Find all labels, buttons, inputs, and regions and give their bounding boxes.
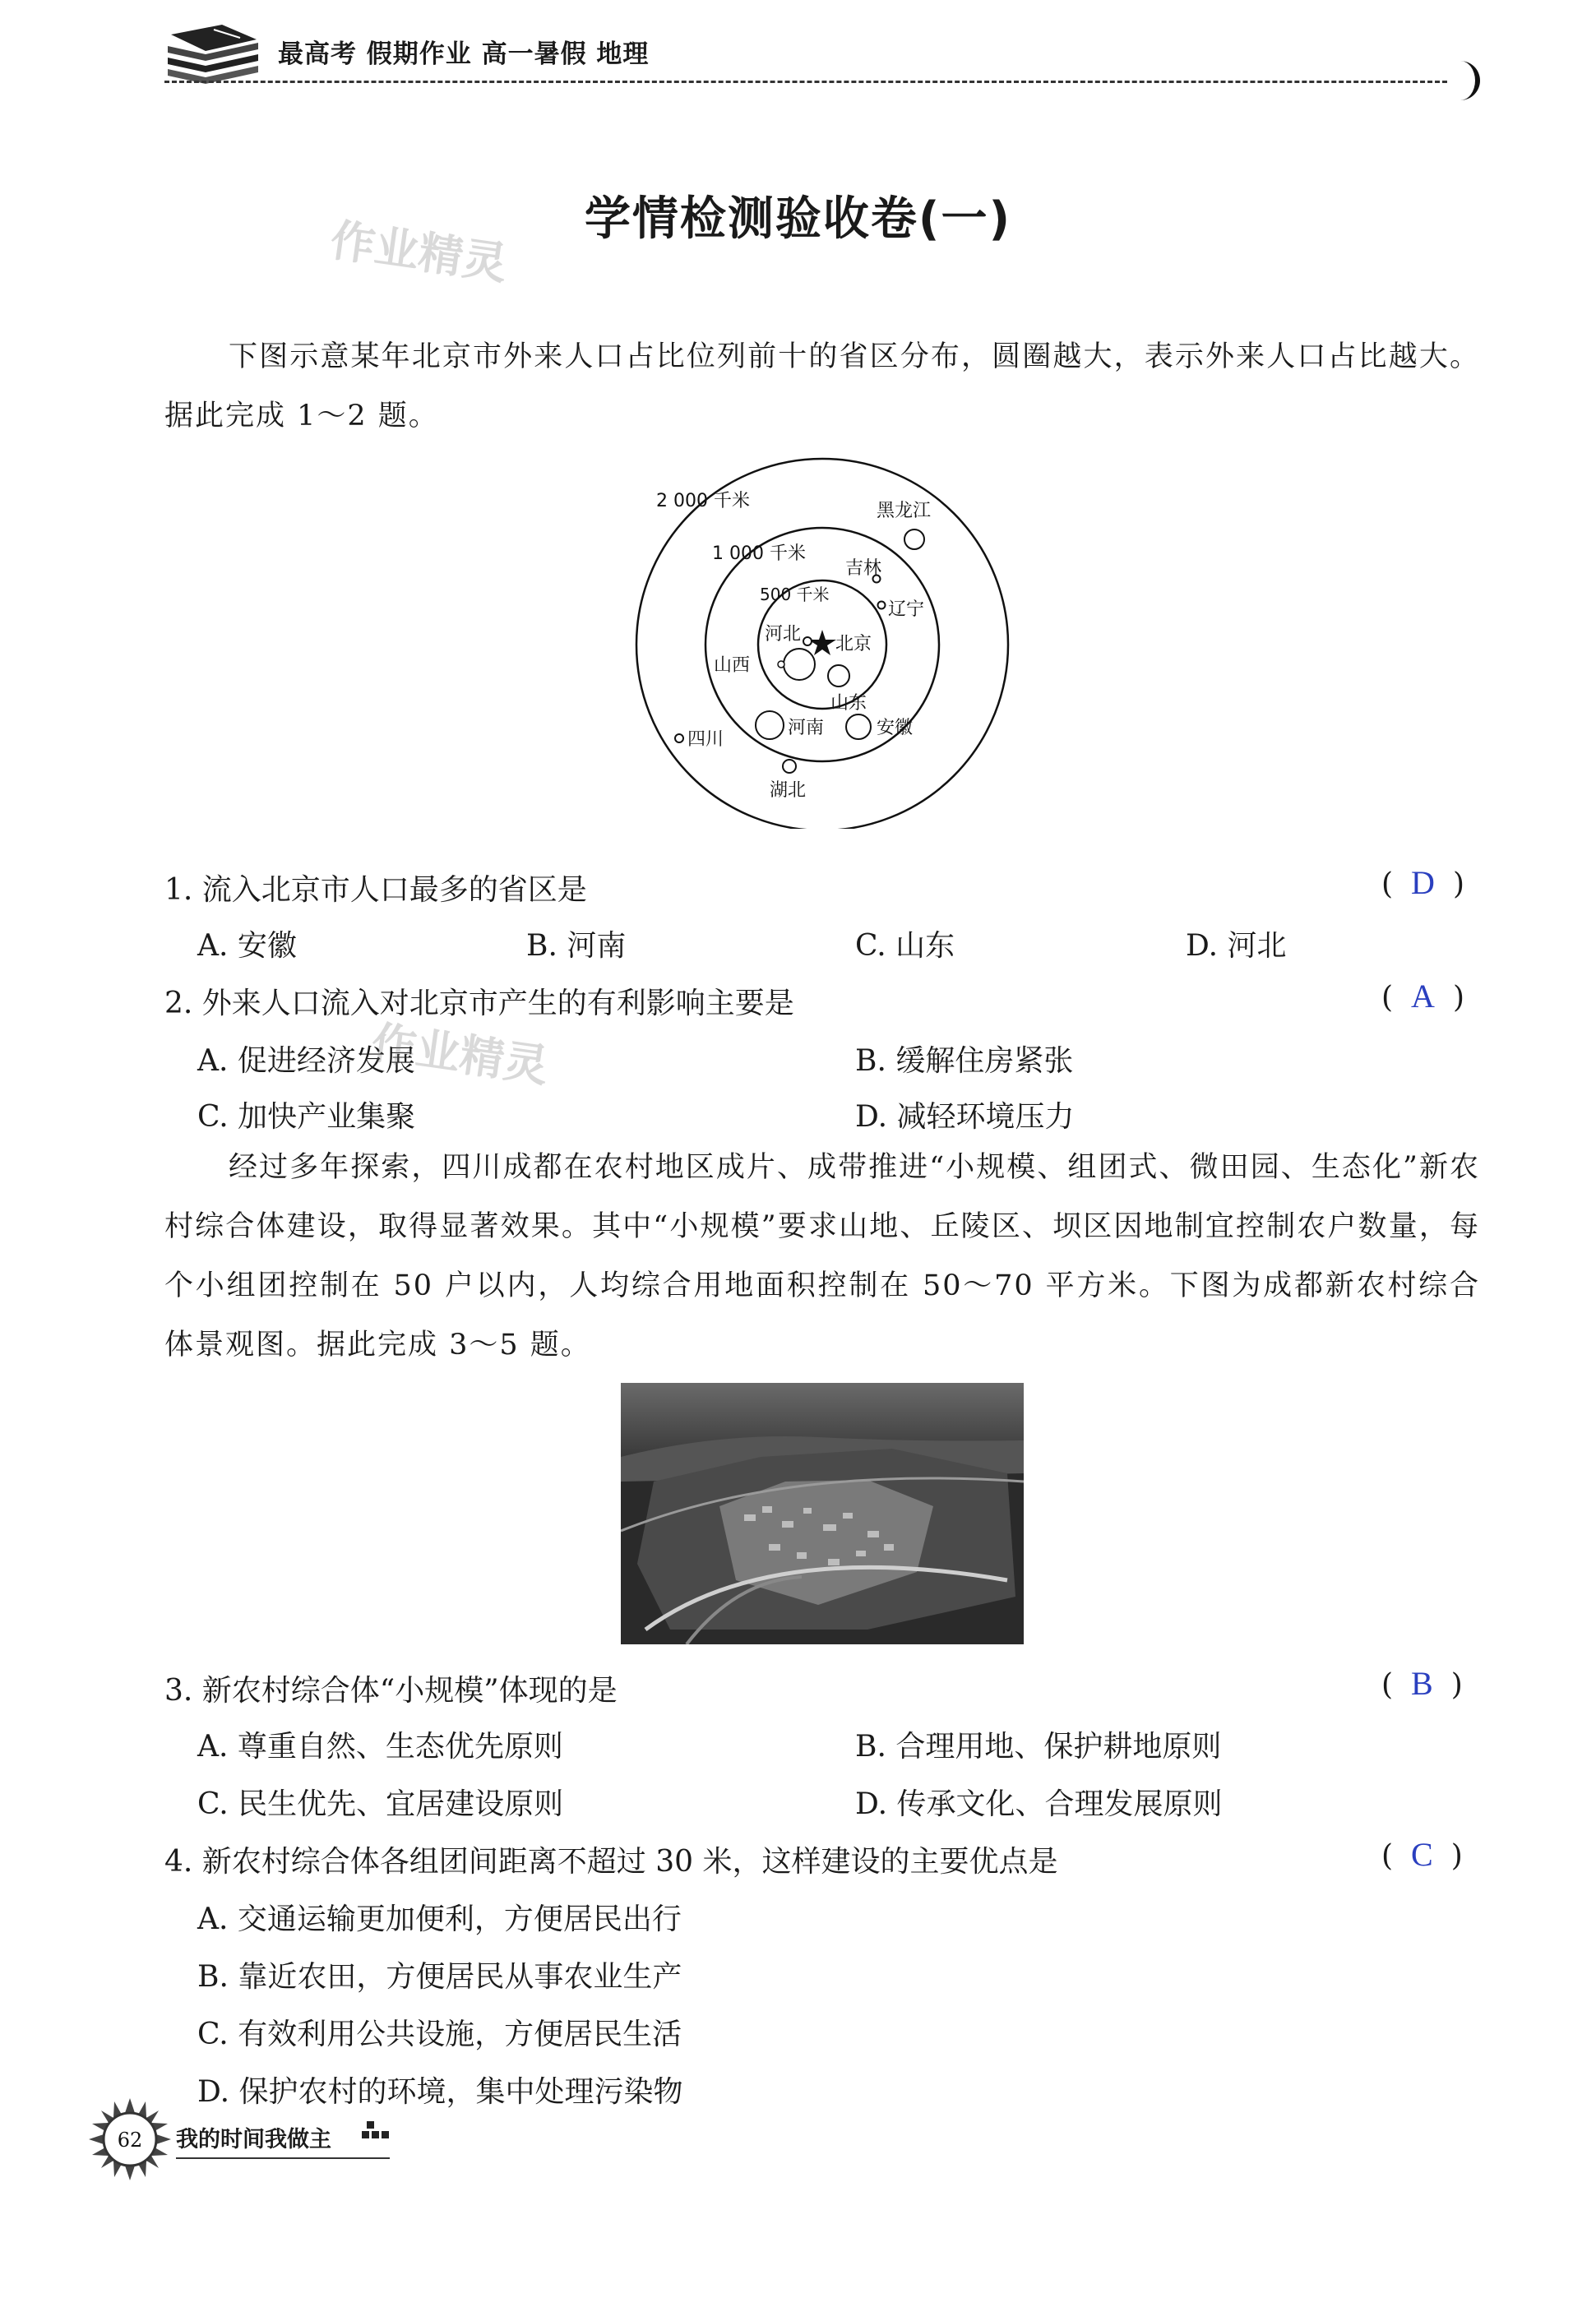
ring-label-1000: 1 000 千米 [712, 543, 806, 564]
q1-option-b: B. 河南 [526, 929, 627, 963]
marker-shanxi [784, 649, 815, 680]
header-title: 最高考 假期作业 高一暑假 地理 [278, 39, 650, 69]
label-shanxi: 山西 [714, 655, 751, 676]
question-1-stem: 1. 流入北京市人口最多的省区是 [164, 873, 587, 907]
ring-label-500: 500 千米 [760, 585, 830, 604]
q3-option-b: B. 合理用地、保护耕地原则 [855, 1730, 1222, 1764]
q3-option-d: D. 传承文化、合理发展原则 [855, 1787, 1223, 1821]
label-heilongjiang: 黑龙江 [877, 501, 932, 521]
label-hebei: 河北 [765, 624, 802, 645]
ring-label-2000: 2 000 千米 [656, 491, 750, 511]
marker-heilongjiang [904, 529, 924, 549]
q2-option-b: B. 缓解住房紧张 [855, 1044, 1074, 1078]
page-title: 学情检测验收卷(一) [584, 192, 1012, 246]
label-sichuan: 四川 [687, 729, 724, 750]
header-divider [164, 81, 1447, 83]
sun-badge-icon [89, 2098, 171, 2180]
village-aerial-photo [621, 1383, 1024, 1644]
marker-sichuan [675, 734, 683, 742]
q4-option-d: D. 保护农村的环境，集中处理污染物 [197, 2075, 683, 2109]
checker-ornament-icon [362, 2120, 395, 2146]
label-shandong: 山东 [830, 693, 867, 714]
marker-liaoning [878, 602, 886, 609]
answer-letter: D [1411, 864, 1435, 901]
question-4-answer: ( C ) [1381, 1836, 1463, 1873]
q4-option-a: A. 交通运输更加便利，方便居民出行 [197, 1902, 682, 1936]
question-3-answer: ( B ) [1381, 1665, 1463, 1702]
q2-option-a: A. 促进经济发展 [197, 1044, 415, 1078]
answer-letter: A [1411, 978, 1435, 1015]
page-number: 62 [117, 2129, 143, 2152]
intro-paragraph-1: 下图示意某年北京市外来人口占比位列前十的省区分布，圆圈越大，表示外来人口占比越大。据此完成 1～2 题。 [164, 340, 1480, 432]
marker-hebei [803, 637, 812, 645]
label-anhui: 安徽 [877, 718, 914, 738]
marker-hubei [783, 760, 796, 773]
book-stack-icon [164, 18, 263, 84]
marker-henan [756, 711, 784, 739]
footer-slogan: 我的时间我做主 [176, 2127, 331, 2152]
beijing-star-icon [808, 630, 836, 655]
answer-letter: B [1411, 1665, 1433, 1702]
answer-letter: C [1411, 1836, 1433, 1873]
footer-divider [176, 2157, 390, 2159]
q1-option-a: A. 安徽 [197, 929, 297, 963]
crescent-icon [1449, 59, 1487, 102]
watermark: 作业精灵 [368, 1016, 552, 1093]
q2-option-d: D. 减轻环境压力 [855, 1100, 1075, 1134]
watermark: 作业精灵 [327, 214, 511, 290]
intro-paragraph-2: 经过多年探索，四川成都在农村地区成片、成带推进“小规模、组团式、微田园、生态化”新农村综合体建设，取得显著效果。其中“小规模”要求山地、丘陵区、坝区因地制宜控制农户数量，每个小组团控制在 50 户以内，人均综合用地面积控制在 50～70 平方米。下图为成都新农村综合体景观图。据此完成 3～5 题。 [164, 1151, 1480, 1362]
question-2-stem: 2. 外来人口流入对北京市产生的有利影响主要是 [164, 987, 794, 1020]
question-2-answer: ( A ) [1381, 978, 1464, 1015]
label-liaoning: 辽宁 [888, 599, 925, 620]
marker-anhui [846, 714, 871, 739]
q4-option-b: B. 靠近农田，方便居民从事农业生产 [197, 1960, 682, 1994]
q1-option-c: C. 山东 [855, 929, 955, 963]
marker-shandong [828, 665, 849, 687]
label-beijing: 北京 [835, 634, 872, 654]
q3-option-c: C. 民生优先、宜居建设原则 [197, 1787, 564, 1821]
q4-option-c: C. 有效利用公共设施，方便居民生活 [197, 2018, 682, 2051]
label-henan: 河南 [788, 718, 825, 738]
population-ring-diagram [625, 451, 1020, 829]
q1-option-d: D. 河北 [1186, 929, 1287, 963]
question-1-answer: ( D ) [1381, 864, 1464, 901]
label-jilin: 吉林 [845, 558, 882, 579]
label-hubei: 湖北 [770, 780, 807, 801]
q2-option-c: C. 加快产业集聚 [197, 1100, 416, 1134]
question-3-stem: 3. 新农村综合体“小规模”体现的是 [164, 1674, 618, 1708]
q3-option-a: A. 尊重自然、生态优先原则 [197, 1730, 563, 1764]
question-4-stem: 4. 新农村综合体各组团间距离不超过 30 米，这样建设的主要优点是 [164, 1845, 1058, 1879]
